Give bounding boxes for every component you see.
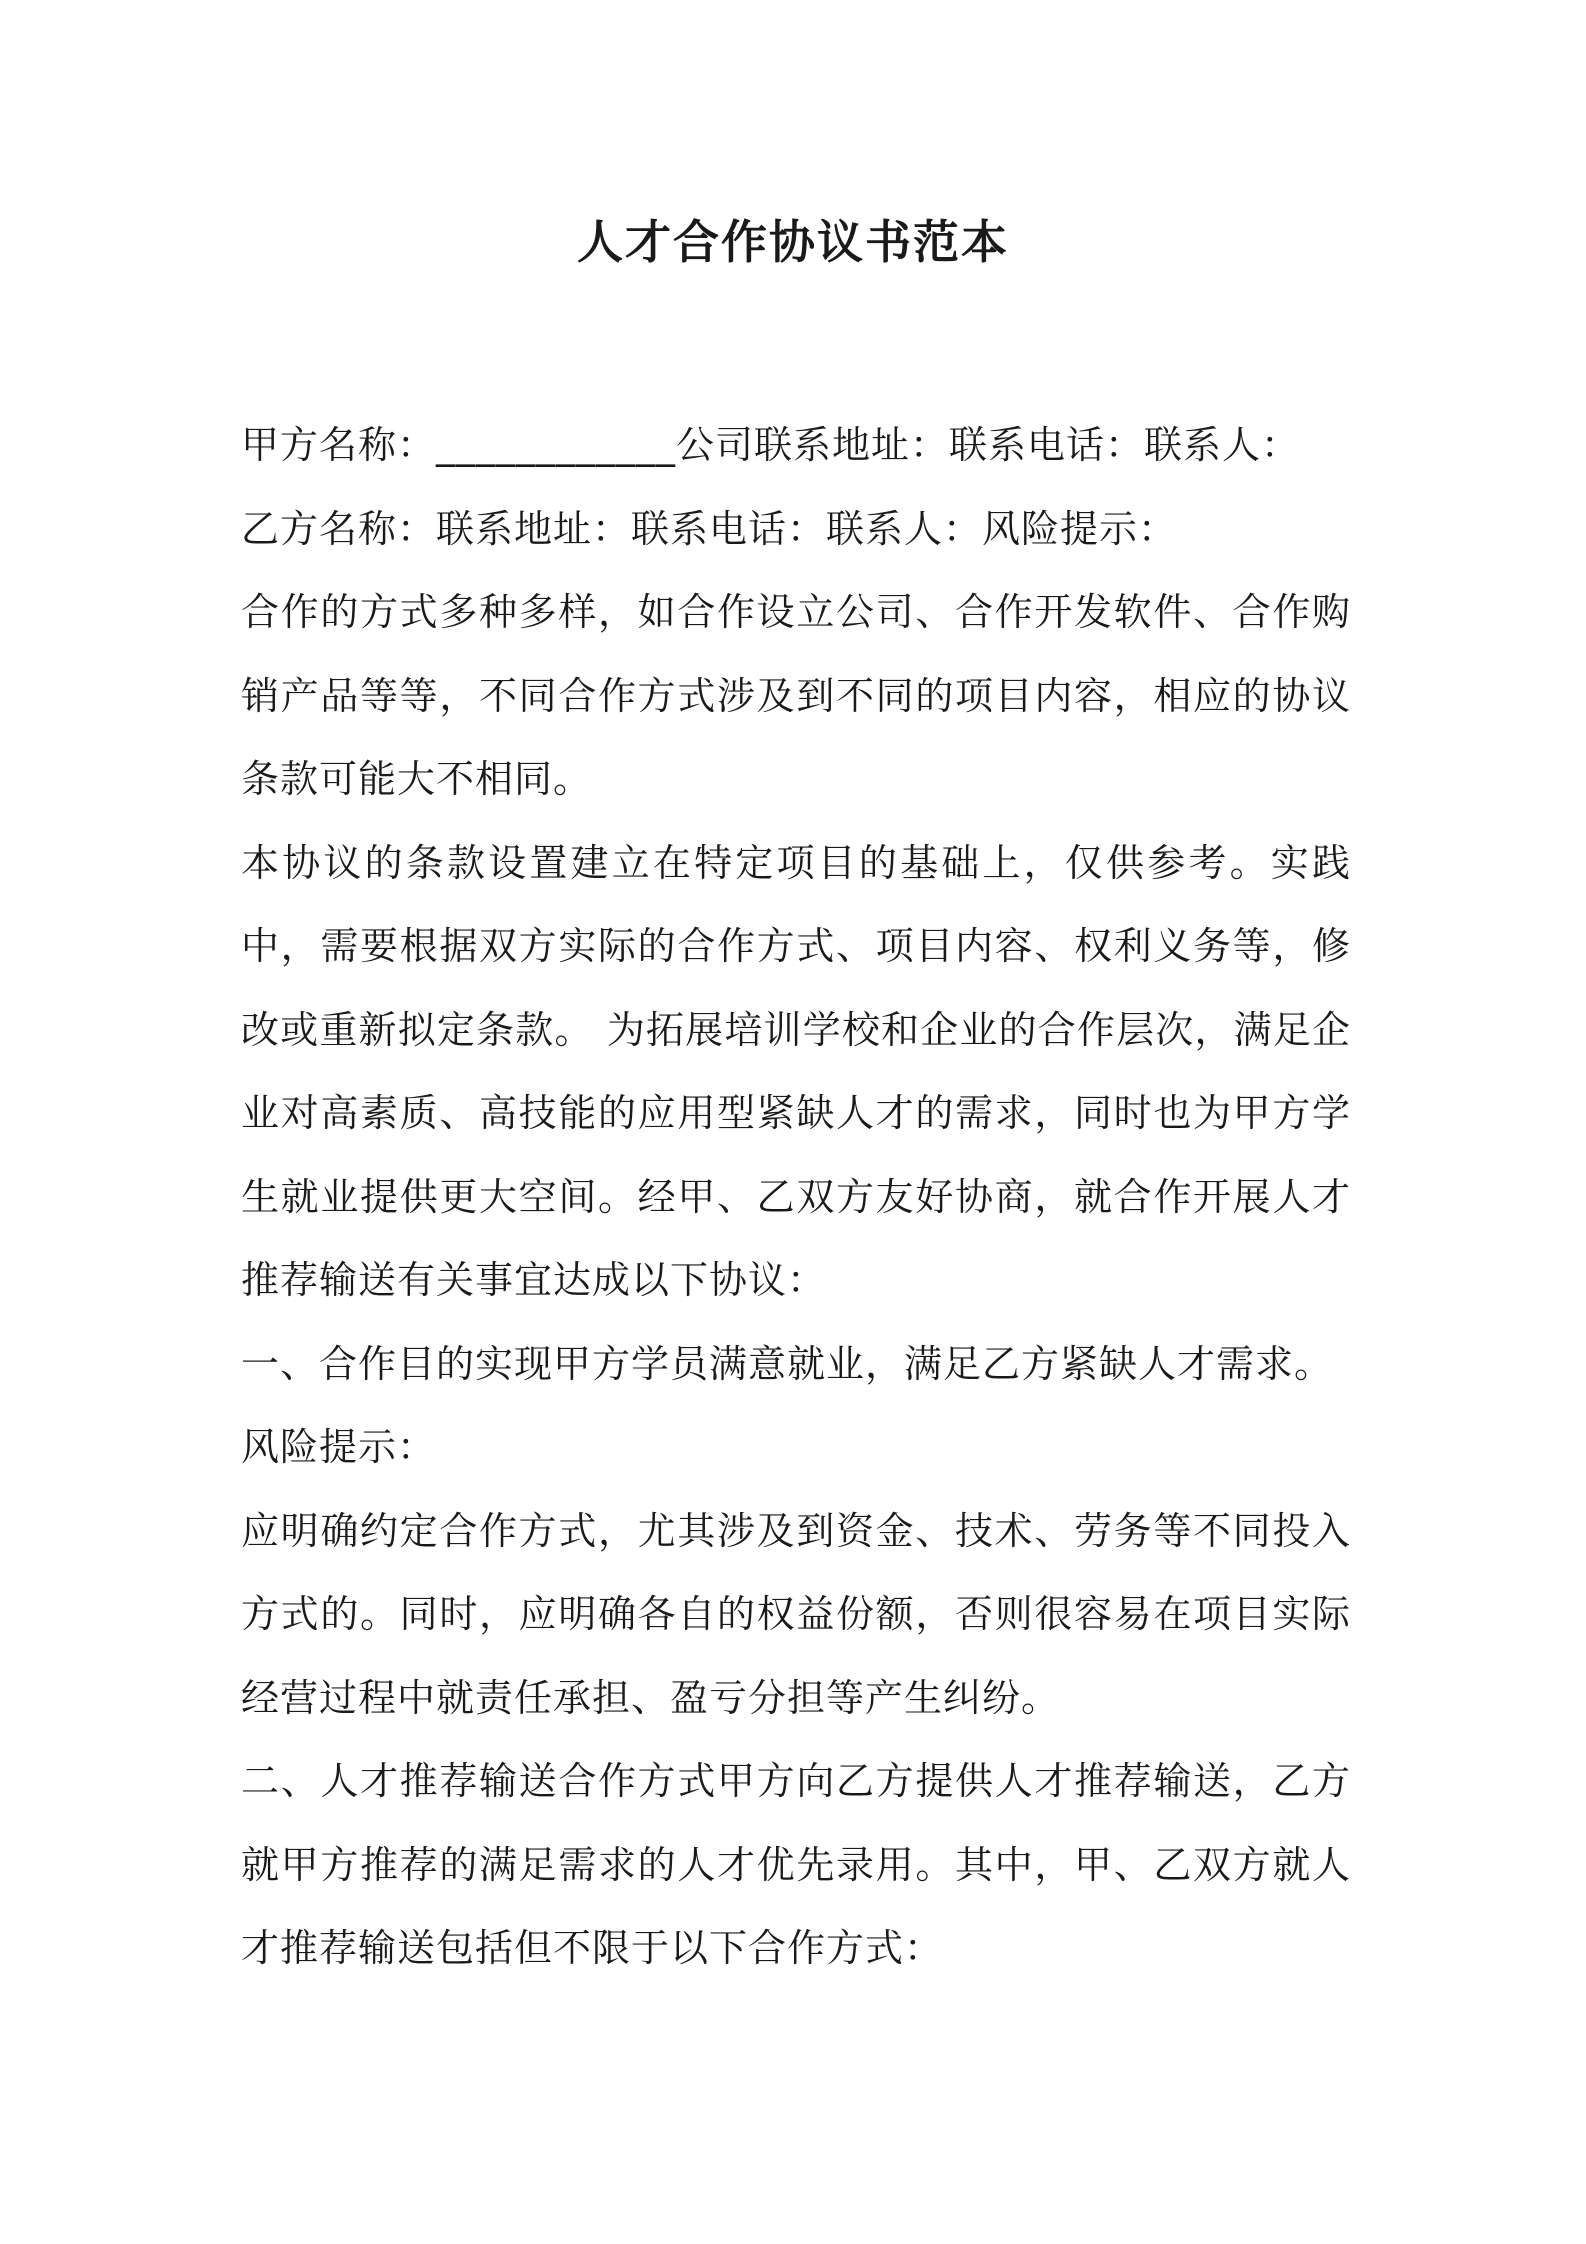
- document-title: 人才合作协议书范本: [577, 215, 1009, 269]
- section-one-heading: 一、合作目的实现甲方学员满意就业，满足乙方紧缺人才需求。: [241, 1341, 1334, 1386]
- section-two-paragraph: 二、人才推荐输送合作方式甲方向乙方提供人才推荐输送，乙方就甲方推荐的满足需求的人才优先录用。其中，甲、乙双方就人才推荐输送包括但不限于以下合作方式：: [241, 1759, 1351, 1970]
- risk-warning-label: 风险提示：: [241, 1425, 437, 1469]
- document-body: [241, 404, 1351, 1991]
- paragraph-agreement-basis: 本协议的条款设置建立在特定项目的基础上，仅供参考。实践中，需要根据双方实际的合作方式、项目内容、权利义务等，修改或重新拟定条款。 为拓展培训学校和企业的合作层次，满足企业对高素质、高技能的应用型紧缺人才的需求，同时也为甲方学生就业提供更大空间。经甲、乙双方友好协商，就合作开展人才推荐输送有关事宜达成以下协议：: [241, 840, 1351, 1302]
- party-b-line: 乙方名称：联系地址：联系电话：联系人：风险提示：: [241, 506, 1178, 551]
- paragraph-cooperation-methods: 合作的方式多种多样，如合作设立公司、合作开发软件、合作购销产品等等，不同合作方式涉及到不同的项目内容，相应的协议条款可能大不相同。: [241, 590, 1351, 801]
- party-a-line: 甲方名称：____________公司联系地址：联系电话：联系人：: [241, 423, 1301, 467]
- paragraph-risk-warning: 应明确约定合作方式，尤其涉及到资金、技术、劳务等不同投入方式的。同时，应明确各自的权益份额，否则很容易在项目实际经营过程中就责任承担、盈亏分担等产生纠纷。: [241, 1508, 1351, 1720]
